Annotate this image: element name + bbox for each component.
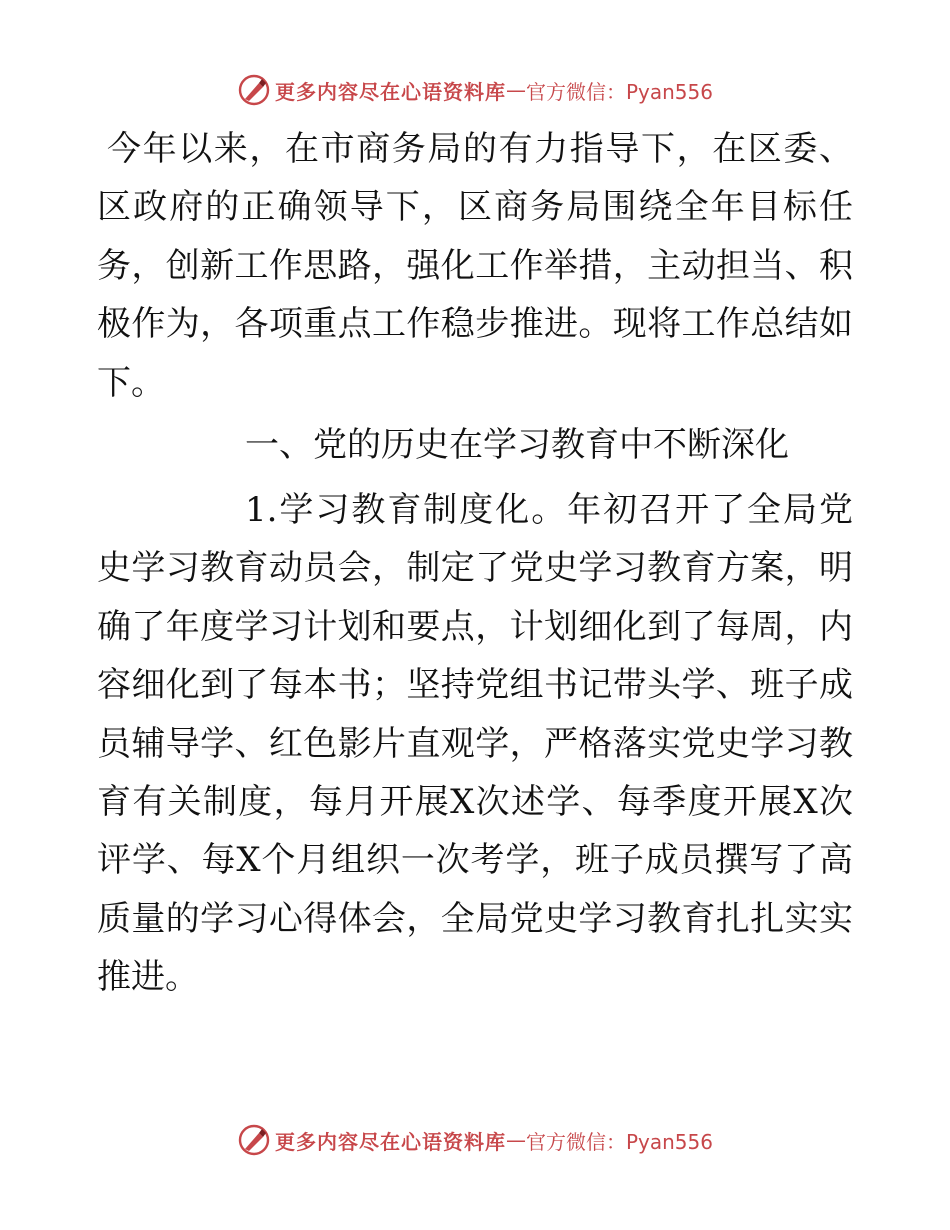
pen-circle-logo-icon bbox=[237, 73, 271, 107]
header-banner-text: 更多内容尽在心语资料库 bbox=[274, 79, 506, 104]
document-body bbox=[97, 120, 853, 1007]
header-wechat-text: 官方微信：Pyan556 bbox=[525, 79, 713, 104]
section-heading: 一、党的历史在学习教育中不断深化 bbox=[245, 425, 789, 466]
footer-wechat-text: 官方微信：Pyan556 bbox=[525, 1129, 713, 1154]
header-banner-dash: — bbox=[505, 78, 526, 102]
footer-banner-dash: — bbox=[505, 1128, 526, 1152]
pen-circle-logo-icon bbox=[237, 1123, 271, 1157]
intro-paragraph: 今年以来，在市商务局的有力指导下，在区委、区政府的正确领导下，区商务局围绕全年目标任务，创新工作思路，强化工作举措，主动担当、积极作为，各项重点工作稳步推进。现将工作总结如下。 bbox=[97, 129, 853, 403]
footer-banner bbox=[0, 1120, 950, 1160]
header-banner bbox=[0, 70, 950, 110]
footer-banner-text: 更多内容尽在心语资料库 bbox=[274, 1129, 506, 1154]
item-paragraph: 1.学习教育制度化。年初召开了全局党史学习教育动员会，制定了党史学习教育方案，明确了年度学习计划和要点，计划细化到了每周，内容细化到了每本书；坚持党组书记带头学、班子成员辅导学、红色影片直观学，严格落实党史学习教育有关制度，每月开展X次述学、每季度开展X次评学、每X个月组织一次考学，班子成员撰写了高质量的学习心得体会，全局党史学习教育扎扎实实推进。 bbox=[97, 490, 853, 998]
